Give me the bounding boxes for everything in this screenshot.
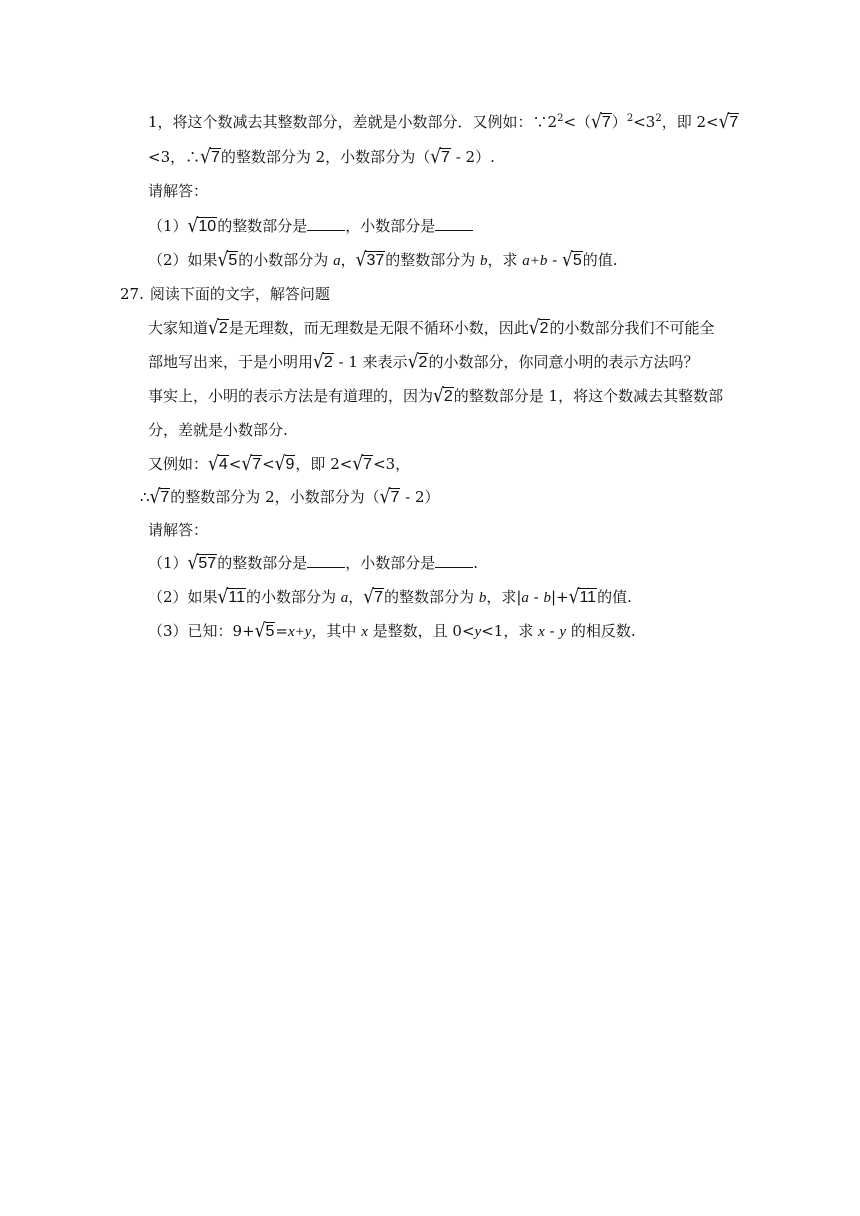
text: 的小数部分，你同意小明的表示方法吗？	[428, 353, 699, 371]
variable-y: y	[559, 624, 567, 640]
text: 事实上，小明的表示方法是有道理的，因为	[148, 387, 434, 405]
text: 的整数部分为 2，小数部分为（	[220, 148, 431, 166]
text: （2）如果	[148, 588, 218, 606]
text: ，即 2<	[661, 113, 719, 131]
sqrt-2: √2	[528, 316, 549, 340]
text: 的小数部分为	[238, 251, 334, 269]
variable-a: a	[340, 590, 349, 606]
text: 部地写出来，于是小明用	[148, 353, 314, 371]
q26-sub-1	[148, 216, 473, 238]
variable-y: y	[474, 624, 482, 640]
question-number: 27.	[120, 285, 144, 303]
superscript: 2	[626, 113, 634, 124]
text: -	[547, 251, 563, 269]
q27-sub-2	[148, 587, 632, 609]
q27-heading	[120, 284, 330, 306]
text: 大家知道	[148, 319, 209, 337]
variable-b: b	[480, 253, 488, 269]
text: ，求	[487, 251, 523, 269]
text: 的值.	[582, 251, 618, 269]
sqrt-37: √37	[355, 248, 385, 272]
text: -	[528, 588, 544, 606]
sqrt-11: √11	[568, 585, 597, 609]
text: 的整数部分是 1，将这个数减去其整数部	[453, 387, 724, 405]
q27-para-4	[148, 420, 288, 442]
text: ，小数部分是	[345, 217, 436, 235]
text: -	[544, 622, 560, 640]
text: ，小数部分是	[345, 554, 436, 572]
text: 请解答：	[148, 521, 209, 539]
text: 的整数部分是	[217, 217, 308, 235]
text: ，	[340, 251, 356, 269]
text: 请解答：	[148, 182, 209, 200]
superscript: 2	[557, 113, 564, 124]
text: |+	[551, 588, 569, 606]
text: <3	[633, 113, 656, 131]
q26-line-1	[148, 112, 739, 134]
text: ）	[611, 113, 627, 131]
variable-x: x	[361, 624, 368, 640]
text: （2）如果	[148, 251, 218, 269]
q27-prompt	[148, 520, 208, 542]
sqrt-7: √7	[200, 145, 220, 169]
text: ，其中	[311, 622, 362, 640]
sqrt-7: √7	[379, 485, 400, 509]
question-title: 阅读下面的文字，解答问题	[149, 285, 330, 303]
text: ，即 2<	[295, 455, 353, 473]
sqrt-7: √7	[591, 110, 611, 134]
text: <3，	[373, 455, 411, 473]
q26-prompt	[148, 181, 208, 203]
sqrt-2: √2	[407, 350, 428, 374]
text: 分，差就是小数部分.	[148, 421, 288, 439]
answer-blank[interactable]	[435, 216, 473, 231]
text: （1）	[148, 554, 188, 572]
text: =	[275, 622, 288, 640]
text: 的小数部分我们不可能全	[549, 319, 715, 337]
text: - 2）.	[450, 148, 495, 166]
text: <3，∴	[148, 148, 201, 166]
q26-sub-2	[148, 250, 618, 272]
text: 又例如：	[148, 455, 209, 473]
text: 的整数部分是	[217, 554, 308, 572]
text: <	[262, 455, 275, 473]
text: 的整数部分为	[384, 588, 479, 606]
text: 1，将这个数减去其整数部分，差就是小数部分．又例如：∵2	[148, 113, 558, 131]
answer-blank[interactable]	[307, 553, 345, 568]
sqrt-7: √7	[149, 485, 170, 509]
q27-para-1	[148, 318, 715, 340]
sqrt-7: √7	[352, 452, 373, 476]
answer-blank[interactable]	[307, 216, 345, 231]
text: ，	[348, 588, 364, 606]
text: - 2）	[400, 488, 440, 506]
q27-para-3	[148, 386, 723, 408]
q27-para-6	[140, 487, 440, 509]
sqrt-2: √2	[208, 316, 228, 340]
expression: a+b	[522, 253, 548, 269]
sqrt-4: √4	[208, 452, 228, 476]
text: <（	[563, 113, 592, 131]
superscript: 2	[655, 113, 662, 124]
q27-sub-3	[148, 621, 636, 643]
q27-para-5	[148, 454, 410, 476]
sqrt-7: √7	[363, 585, 384, 609]
text: 的值.	[597, 588, 632, 606]
text: 是整数，且 0<	[367, 622, 475, 640]
text: （1）	[148, 217, 188, 235]
sqrt-7: √7	[718, 110, 739, 134]
text: （3）已知：9+	[148, 622, 255, 640]
variable-a: a	[521, 590, 529, 606]
text: ∴	[140, 488, 150, 506]
text: 的整数部分为 2，小数部分为（	[170, 488, 380, 506]
sqrt-5: √5	[254, 619, 275, 643]
sqrt-7: √7	[241, 452, 262, 476]
sqrt-9: √9	[274, 452, 295, 476]
answer-blank[interactable]	[435, 553, 473, 568]
text: 的整数部分为	[385, 251, 481, 269]
q27-para-2	[148, 352, 698, 374]
text: 的相反数.	[566, 622, 636, 640]
variable-x: x	[538, 624, 545, 640]
variable-b: b	[478, 590, 487, 606]
q27-sub-1	[148, 553, 478, 575]
sqrt-7: √7	[430, 145, 450, 169]
sqrt-2: √2	[313, 350, 333, 374]
sqrt-5: √5	[562, 248, 582, 272]
sqrt-5: √5	[217, 248, 238, 272]
expression: x+y	[287, 624, 312, 640]
sqrt-10: √10	[187, 214, 217, 238]
q26-line-2	[148, 147, 495, 169]
sqrt-57: √57	[187, 551, 217, 575]
variable-a: a	[333, 253, 341, 269]
text: <1，求	[481, 622, 539, 640]
variable-b: b	[543, 590, 551, 606]
text: ，求|	[486, 588, 522, 606]
text: - 1 来表示	[333, 353, 408, 371]
text: 是无理数，而无理数是无限不循环小数，因此	[228, 319, 529, 337]
text: .	[473, 554, 478, 572]
text: <	[228, 455, 242, 473]
sqrt-11: √11	[217, 585, 245, 609]
text: 的小数部分为	[246, 588, 341, 606]
sqrt-2: √2	[433, 384, 453, 408]
